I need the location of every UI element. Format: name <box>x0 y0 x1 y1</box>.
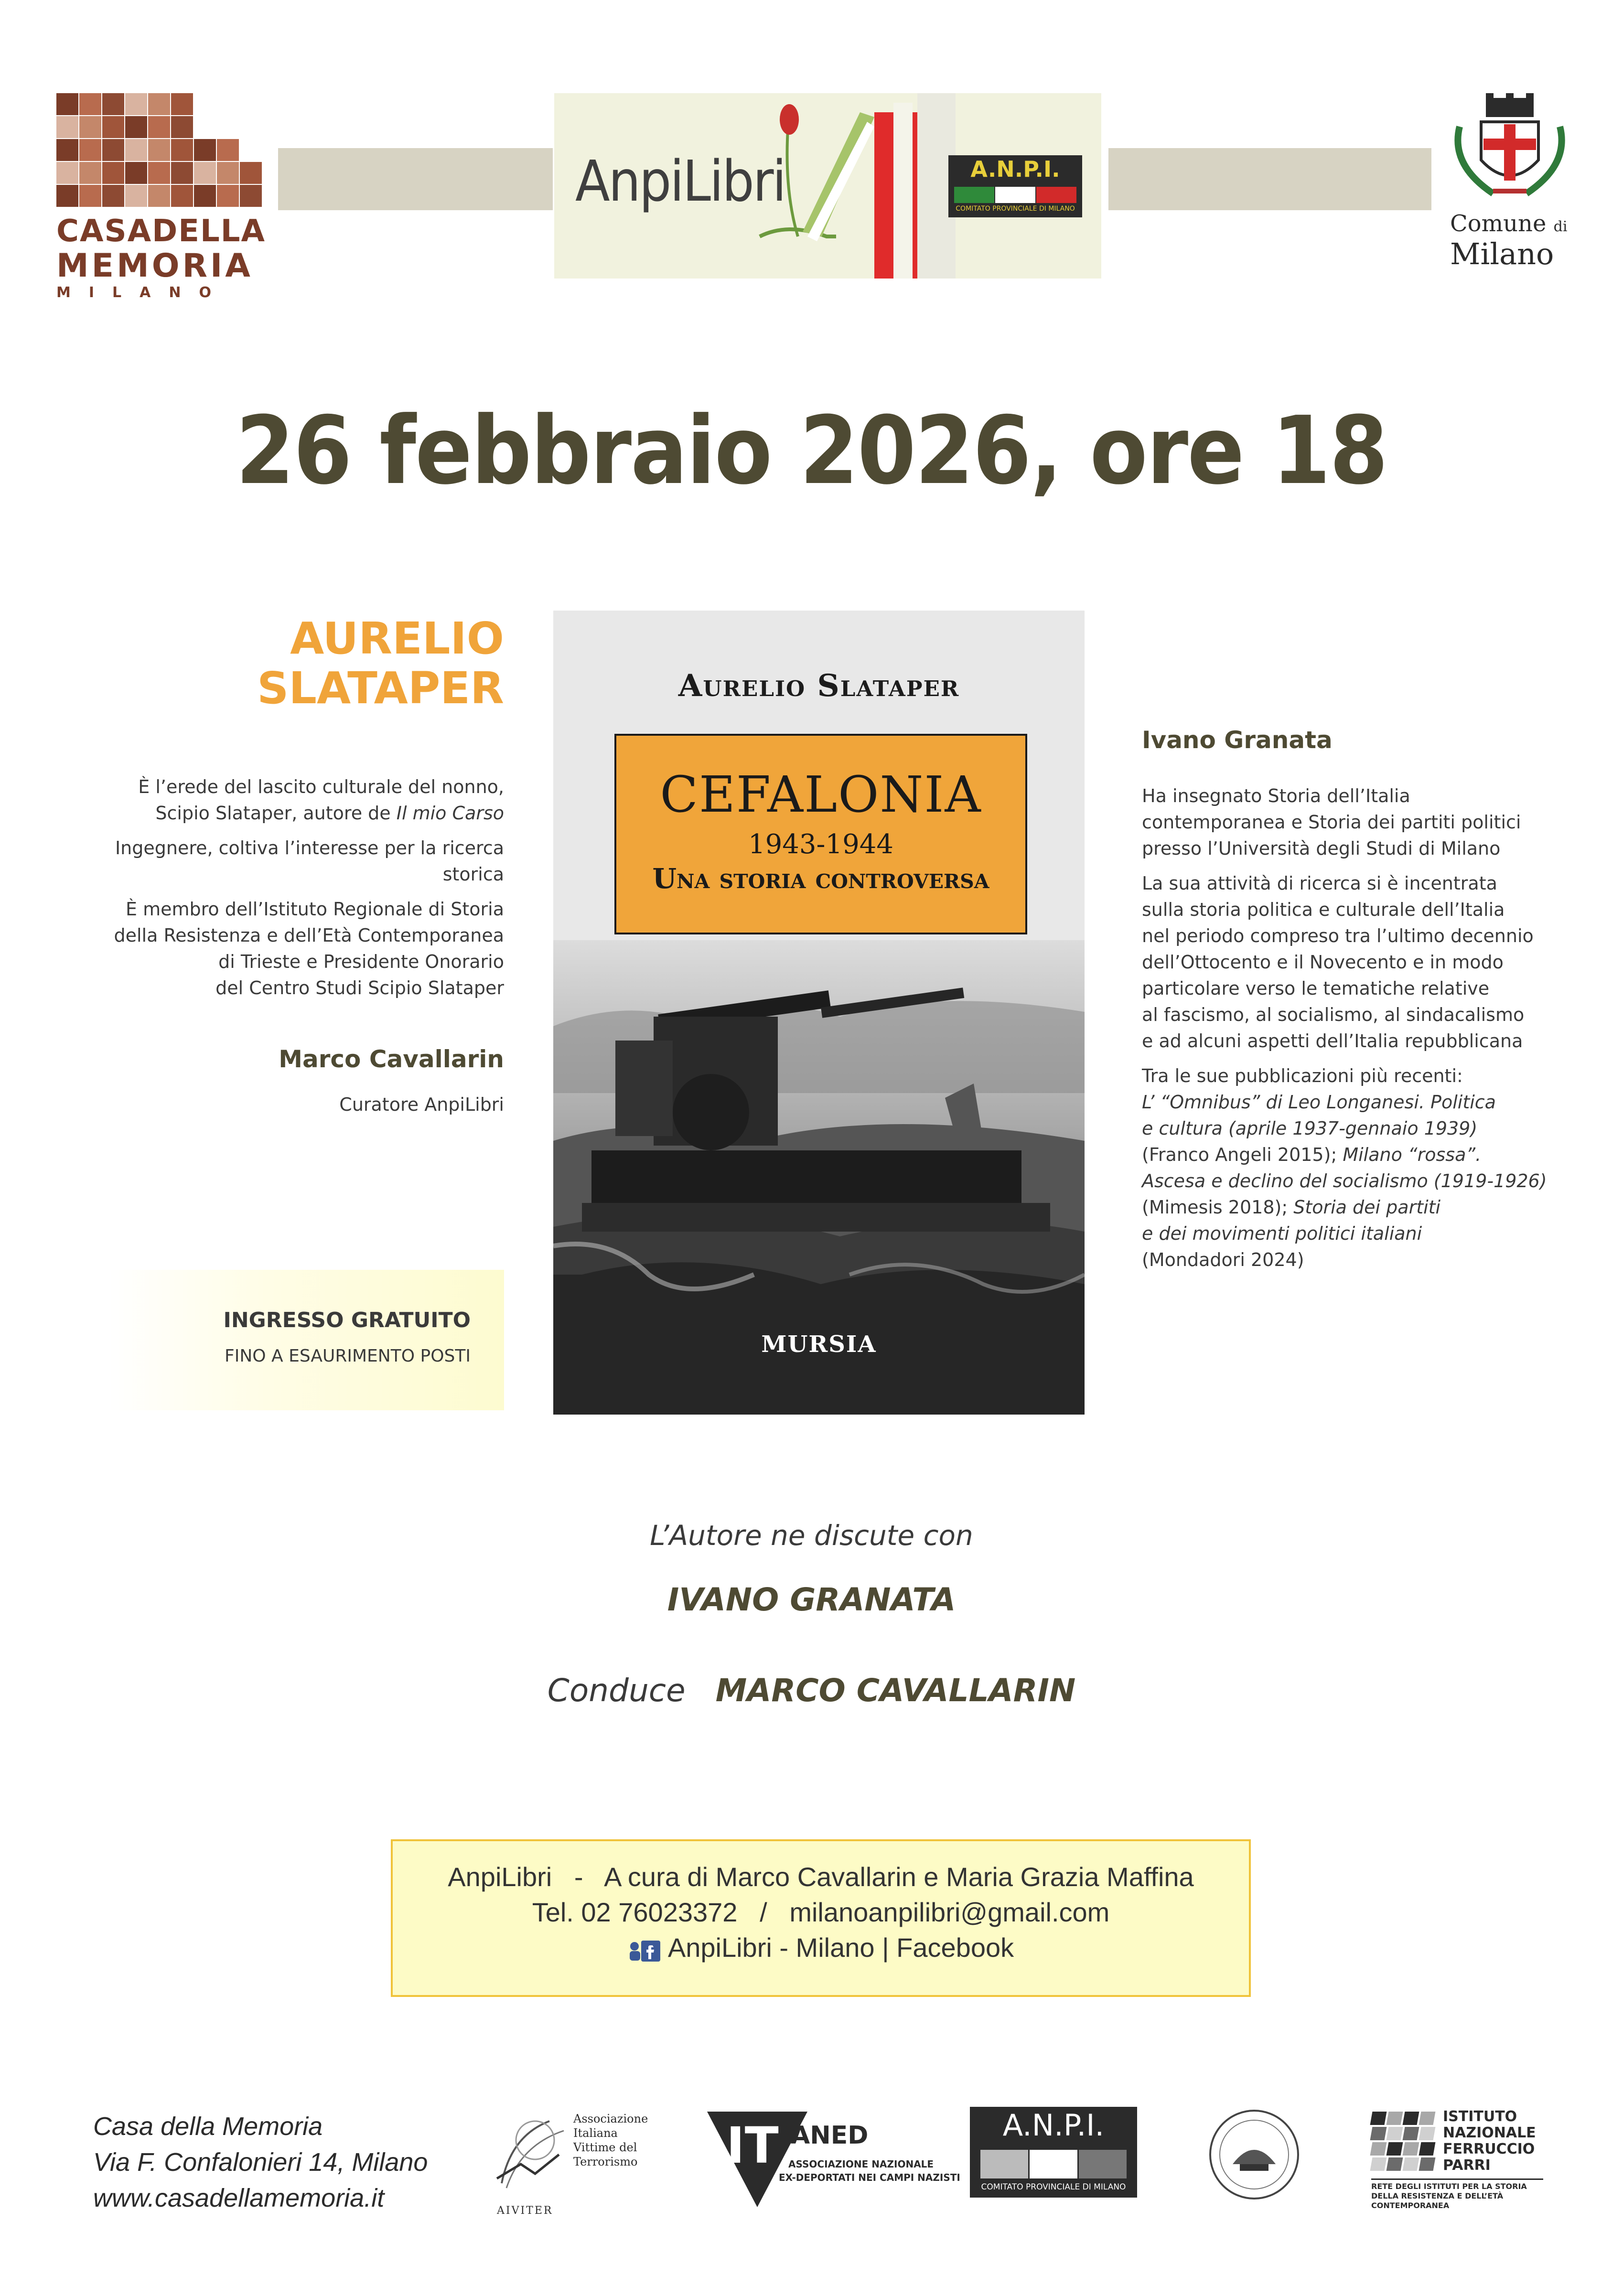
mosaic-tile <box>1403 2157 1419 2171</box>
anpi-footer-name: A.N.P.I. <box>1002 2108 1105 2143</box>
mosaic-tile <box>217 162 239 184</box>
cover-title: CEFALONIA <box>660 765 982 824</box>
mosaic-tile <box>1403 2112 1419 2125</box>
discussant-block <box>1142 727 1572 1282</box>
curator-block <box>86 1046 504 1118</box>
header-band-right <box>1108 148 1431 210</box>
mosaic-tile <box>1419 2142 1436 2156</box>
mosaic-tile <box>171 162 193 184</box>
discussant-publications: Tra le sue pubblicazioni più recenti: L’ “Omnibus” di Leo Longanesi. Politica e cultura (aprile 1937-gennaio 1939) (Franco Angeli 2015); Milano “rossa”. Ascesa e declino del socialismo (1919-1926) (Mimesis 2018); Storia dei partiti e dei movimenti politici italiani (Mondadori 2024) <box>1142 1065 1547 1270</box>
aned-logo <box>707 2112 960 2212</box>
anpi-footer-sub: COMITATO PROVINCIALE DI MILANO <box>981 2182 1126 2192</box>
discussant-p1: Ha insegnato Storia dell’Italia contemporanea e Storia dei partiti politici presso l’Università degli Studi di Milano <box>1142 785 1521 859</box>
mosaic-tile <box>1419 2127 1436 2140</box>
aiviter-line3: Vittime del <box>573 2141 637 2154</box>
mosaic-tile <box>148 116 170 138</box>
book-cover <box>553 611 1085 1415</box>
aiviter-logo <box>492 2107 650 2221</box>
venue-name: Casa della Memoria <box>93 2112 323 2141</box>
cover-author: Aurelio Slataper <box>678 668 960 704</box>
author-name-line2: SLATAPER <box>257 663 504 714</box>
parri-line2: NAZIONALE <box>1443 2124 1536 2141</box>
cover-subtitle: Una storia controversa <box>652 862 989 895</box>
books-illustration <box>731 93 956 279</box>
mosaic-tile <box>148 162 170 184</box>
mosaic-tile <box>1370 2127 1387 2140</box>
mosaic-tile <box>1370 2157 1387 2171</box>
comune-line2: Milano <box>1450 236 1554 271</box>
mosaic-tile <box>56 93 78 115</box>
contact-phone-email[interactable]: Tel. 02 76023372 / milanoanpilibri@gmail.com <box>532 1897 1110 1927</box>
mosaic-tile <box>1419 2157 1436 2171</box>
bio-3-line4: del Centro Studi Scipio Slataper <box>215 977 504 998</box>
event-date: 26 febbraio 2026, ore 18 <box>236 397 1387 505</box>
mosaic-tile <box>125 139 147 161</box>
parri-sub1: RETE DEGLI ISTITUTI PER LA STORIA <box>1371 2182 1527 2191</box>
logo-mosaic <box>56 93 257 213</box>
mosaic-tile <box>1387 2127 1403 2140</box>
mosaic-tile <box>217 139 239 161</box>
aiviter-name: AIVITER <box>497 2205 553 2217</box>
aned-line1: ASSOCIAZIONE NAZIONALE <box>788 2158 934 2170</box>
free-entry-title: INGRESSO GRATUITO <box>223 1308 471 1332</box>
circle-emblem-icon <box>1206 2107 1302 2202</box>
bio-3-line1: È membro dell’Istituto Regionale di Storia <box>126 899 504 920</box>
mosaic-tile <box>125 185 147 207</box>
author-name <box>191 614 504 713</box>
mosaic-tile <box>1387 2142 1403 2156</box>
cover-years: 1943-1944 <box>748 829 893 860</box>
mosaic-tile <box>79 185 101 207</box>
aiviter-line1: Associazione <box>573 2112 648 2125</box>
mosaic-tile <box>125 116 147 138</box>
parri-line3: FERRUCCIO <box>1443 2141 1535 2157</box>
mosaic-tile <box>194 185 216 207</box>
discussant-p2: La sua attività di ricerca si è incentrata sulla storia politica e culturale dell’Italia nel periodo compreso tra l’ultimo decennio dell’Ottocento e il Novecento e in modo particolare verso le tematiche relative al fascismo, al socialismo, al sindacalismo e ad alcuni aspetti dell’Italia repubblicana <box>1142 873 1534 1051</box>
parri-line1: ISTITUTO <box>1443 2108 1517 2125</box>
bio-2-line2: storica <box>442 864 504 885</box>
mosaic-tile <box>102 185 124 207</box>
mosaic-tile <box>125 93 147 115</box>
anpi-footer-logo <box>970 2107 1137 2198</box>
comune-di-milano-logo <box>1440 88 1579 275</box>
parri-line4: PARRI <box>1443 2157 1491 2174</box>
aned-line2: EX-DEPORTATI NEI CAMPI NAZISTI <box>779 2172 960 2183</box>
mosaic-tile <box>1370 2112 1387 2125</box>
curator-name: Marco Cavallarin <box>279 1045 504 1073</box>
mosaic-tile <box>56 139 78 161</box>
mosaic-tile <box>240 185 262 207</box>
mosaic-tile <box>1370 2142 1387 2156</box>
aiviter-line2: Italiana <box>573 2126 618 2140</box>
anpi-badge-subtitle: COMITATO PROVINCIALE DI MILANO <box>956 205 1075 213</box>
mosaic-tile <box>79 162 101 184</box>
milano-crest-icon <box>1440 88 1579 208</box>
mosaic-tile <box>194 162 216 184</box>
comune-line1: Comune di <box>1450 210 1568 237</box>
discussant-caps: IVANO GRANATA <box>667 1581 956 1618</box>
author-name-line1: AURELIO <box>290 613 504 664</box>
bio-3-line3: di Trieste e Presidente Onorario <box>218 951 504 972</box>
free-entry-box <box>109 1270 504 1410</box>
contact-facebook-link[interactable]: AnpiLibri - Milano | Facebook <box>393 1932 1249 1963</box>
curator-role: Curatore AnpiLibri <box>339 1094 504 1115</box>
aiviter-line4: Terrorismo <box>573 2155 638 2168</box>
bio-1-line1: È l’erede del lascito culturale del nonno, <box>138 776 504 797</box>
mosaic-tile <box>148 93 170 115</box>
aned-name: ANED <box>791 2121 869 2150</box>
mosaic-tile <box>1387 2112 1403 2125</box>
parri-sub2: DELLA RESISTENZA E DELL’ETÀ <box>1371 2191 1504 2200</box>
bio-1-line2: Scipio Slataper, autore de Il mio Carso <box>155 803 504 824</box>
anpi-badge-text: A.N.P.I. <box>970 156 1060 182</box>
author-bio <box>86 774 504 1001</box>
logo-line1: CASADELLA <box>56 214 266 249</box>
aiviter-emblem-icon <box>492 2107 573 2202</box>
header-band-left <box>278 148 553 210</box>
bio-2-line1: Ingegnere, coltiva l’interesse per la ricerca <box>115 837 504 858</box>
contact-curators: AnpiLibri - A cura di Marco Cavallarin e Maria Grazia Maffina <box>448 1862 1194 1892</box>
mosaic-tile <box>102 93 124 115</box>
logo-line3: MILANO <box>56 284 229 301</box>
free-entry-note: FINO A ESAURIMENTO POSTI <box>225 1346 471 1366</box>
contact-box <box>391 1839 1251 1997</box>
mosaic-tile <box>79 139 101 161</box>
mosaic-tile <box>171 93 193 115</box>
mosaic-tile <box>1419 2112 1436 2125</box>
parri-mosaic <box>1371 2112 1438 2174</box>
mosaic-tile <box>148 185 170 207</box>
anpilibri-title: AnpiLibri <box>575 148 785 214</box>
mosaic-tile <box>217 185 239 207</box>
mosaic-tile <box>102 139 124 161</box>
moderator-line: Conduce MARCO CAVALLARIN <box>547 1672 1076 1709</box>
mosaic-tile <box>125 162 147 184</box>
mosaic-tile <box>79 93 101 115</box>
association-circle-logo <box>1206 2107 1302 2202</box>
casa-della-memoria-logo <box>56 93 266 301</box>
mosaic-tile <box>148 139 170 161</box>
mosaic-tile <box>56 116 78 138</box>
mosaic-tile <box>56 185 78 207</box>
mosaic-tile <box>240 162 262 184</box>
discussion-intro: L’Autore ne discute con <box>650 1519 973 1552</box>
parri-sub3: CONTEMPORANEA <box>1371 2201 1450 2210</box>
anpi-badge <box>948 155 1082 217</box>
mosaic-tile <box>79 116 101 138</box>
mosaic-tile <box>171 116 193 138</box>
mosaic-tile <box>171 185 193 207</box>
mosaic-tile <box>171 139 193 161</box>
mosaic-tile <box>102 162 124 184</box>
discussant-name: Ivano Granata <box>1142 726 1333 754</box>
cover-publisher: MURSIA <box>761 1331 877 1358</box>
mosaic-tile <box>1403 2142 1419 2156</box>
anpilibri-logo <box>554 93 1101 279</box>
venue-address: Via F. Confalonieri 14, Milano <box>93 2148 428 2177</box>
cover-title-band <box>614 734 1027 934</box>
facebook-icon <box>628 1938 661 1962</box>
venue-website[interactable]: www.casadellamemoria.it <box>93 2184 385 2212</box>
mosaic-tile <box>1403 2127 1419 2140</box>
mosaic-tile <box>194 139 216 161</box>
mosaic-tile <box>1387 2157 1403 2171</box>
aned-code: IT <box>726 2116 779 2175</box>
mosaic-tile <box>56 162 78 184</box>
mosaic-tile <box>102 116 124 138</box>
bio-3-line2: della Resistenza e dell’Età Contemporanea <box>114 925 504 946</box>
logo-line2: MEMORIA <box>56 247 253 285</box>
istituto-parri-logo <box>1371 2107 1543 2217</box>
